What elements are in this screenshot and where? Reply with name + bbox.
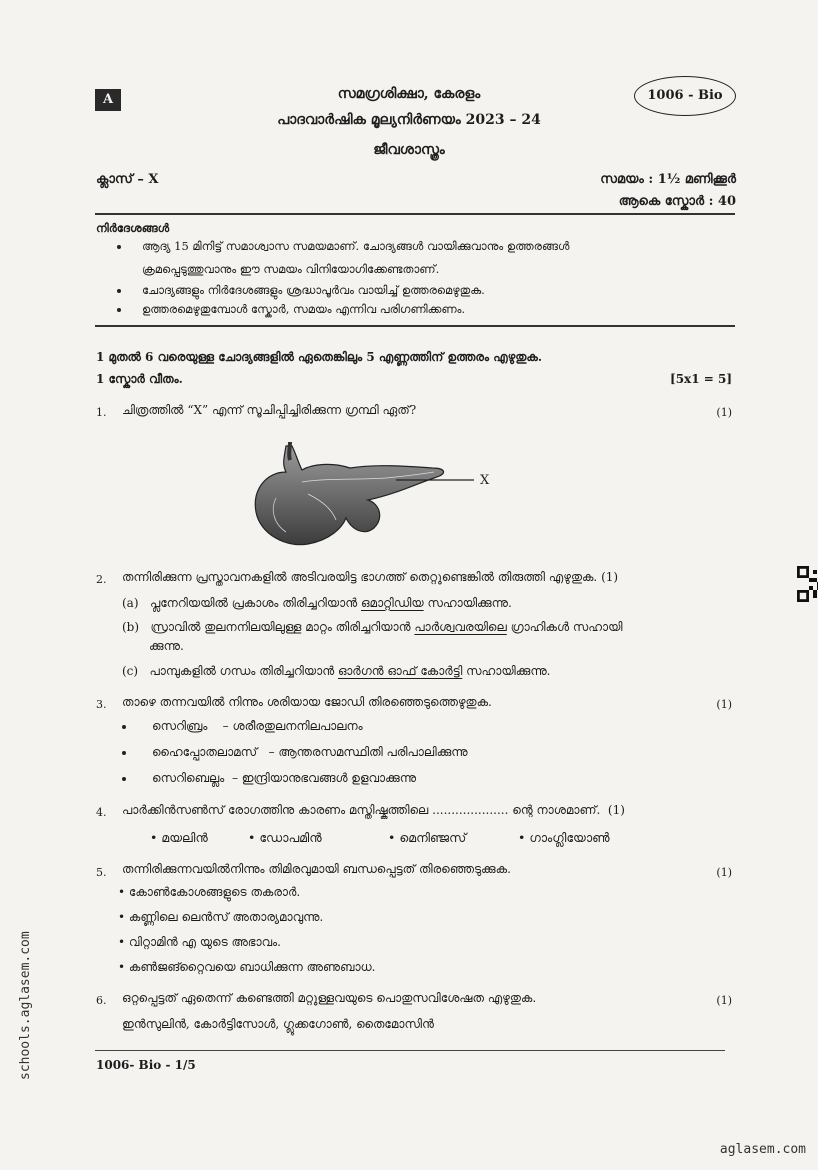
bullet xyxy=(117,245,121,249)
question-2-stem: തന്നിരിക്കുന്ന പ്രസ്താവനകളിൽ അടിവരയിട്ട ഭാഗത്ത് തെറ്റുണ്ടെങ്കിൽ തിരുത്തി എഴുതുക. xyxy=(122,570,598,584)
duct xyxy=(289,442,290,460)
bullet xyxy=(122,751,126,755)
question-4-mark: (1) xyxy=(607,803,625,817)
question-3-text: താഴെ തന്നവയിൽ നിന്നും ശരിയായ ജോഡി തിരഞ്ഞെടുത്തെഴുതുക. xyxy=(122,695,492,709)
q5-option: • കോൺകോശങ്ങളുടെ തകരാർ. xyxy=(118,885,301,899)
bullet xyxy=(122,777,126,781)
instructions-title: നിർദേശങ്ങൾ xyxy=(96,221,170,235)
question-5-mark: (1) xyxy=(716,866,732,879)
q2-option-b-cont: ക്കുന്നു. xyxy=(149,639,184,653)
instruction-1: ആദ്യ 15 മിനിട്ട് സമാശ്വാസ സമയമാണ്. ചോദ്യങ്ങൾ വായിക്കുവാനും ഉത്തരങ്ങൾ xyxy=(142,239,570,253)
qr-code-icon xyxy=(797,566,818,602)
question-3-mark: (1) xyxy=(716,698,732,711)
q4-option: • ഡോപമിൻ xyxy=(248,830,322,845)
q5-option: • വിറ്റാമിൻ എ യുടെ അഭാവം. xyxy=(118,935,281,949)
option-label: (b) xyxy=(122,620,140,634)
q5-option: • കൺജങ്റ്റൈവയെ ബാധിക്കുന്ന അണുബാധ. xyxy=(118,960,376,974)
question-number: 1. xyxy=(96,406,107,419)
option-text: സഹായിക്കുന്നു. xyxy=(423,596,512,610)
time-label: സമയം : 1½ മണിക്കൂർ xyxy=(600,172,736,187)
instruction-2: ചോദ്യങ്ങളും നിർദേശങ്ങളും ശ്രദ്ധാപൂർവം വായിച്ച് ഉത്തരമെഴുതുക. xyxy=(142,283,485,297)
footer-page-label: 1006- Bio - 1/5 xyxy=(96,1058,196,1072)
q4-option: • ഗാംഗ്ലിയോൺ xyxy=(518,830,610,845)
question-4-text xyxy=(122,803,625,818)
underlined-term: ഓർഗൻ ഓഫ് കോർട്ടി xyxy=(337,664,463,678)
question-2-text xyxy=(122,570,732,585)
question-number: 4. xyxy=(96,806,107,819)
instruction-3: ഉത്തരമെഴുതുമ്പോൾ സ്കോർ, സമയം എന്നിവ പരിഗണിക്കണം. xyxy=(142,302,466,316)
q3-pair-1: സെറിബ്രം – ശരീരതുലനനിലപാലനം xyxy=(152,719,363,733)
section-marks: [5x1 = 5] xyxy=(670,372,732,386)
paper-code: 1006 - Bio xyxy=(634,76,736,116)
set-label-badge: A xyxy=(95,89,121,111)
question-5-text: തന്നിരിക്കുന്നവയിൽനിന്നും തിമിരവുമായി ബന്ധപ്പെട്ടത് തിരഞ്ഞെടുക്കുക. xyxy=(122,862,511,876)
header-line2: പാദവാർഷിക മൂല്യനിർണയം 2023 – 24 xyxy=(277,112,541,128)
class-label: ക്ലാസ് – X xyxy=(96,172,159,187)
pancreas-diagram xyxy=(246,438,506,556)
question-number: 3. xyxy=(96,698,107,711)
question-6-list: ഇൻസുലിൻ, കോർട്ടിസോൾ, ഗ്ലൂക്കഗോൺ, തൈമോസിൻ xyxy=(122,1017,434,1031)
option-text: പാമ്പുകളിൽ ഗന്ധം തിരിച്ചറിയാൻ xyxy=(149,664,338,678)
option-text: ഗ്രാഹികൾ സഹായി xyxy=(506,620,623,634)
question-number: 6. xyxy=(96,994,107,1007)
q4-option: • മയലിൻ xyxy=(150,830,208,845)
corner-watermark: aglasem.com xyxy=(719,1142,806,1157)
option-text: സഹായിക്കുന്നു. xyxy=(462,664,551,678)
q5-option: • കണ്ണിലെ ലെൻസ് അതാര്യമാവുന്നു. xyxy=(118,910,324,924)
bullet xyxy=(117,308,121,312)
q3-pair-3: സെറിബെല്ലം – ഇന്ദ്രിയാനുഭവങ്ങൾ ഉളവാക്കുന്നു xyxy=(152,771,417,785)
bullet xyxy=(117,289,121,293)
header-line1: സമഗ്രശിക്ഷാ, കേരളം xyxy=(337,86,481,102)
side-watermark: schools.aglasem.com xyxy=(18,931,33,1080)
section-instruction: 1 മുതൽ 6 വരെയുള്ള ചോദ്യങ്ങളിൽ ഏതെങ്കിലും 5 എണ്ണത്തിന് ഉത്തരം എഴുതുക. xyxy=(96,350,542,364)
subject-title: ജീവശാസ്ത്രം xyxy=(373,142,445,158)
question-6-mark: (1) xyxy=(716,994,732,1007)
section-score: 1 സ്കോർ വീതം. xyxy=(96,372,183,386)
question-1-text: ചിത്രത്തിൽ “X” എന്ന് സൂചിപ്പിച്ചിരിക്കുന്ന ഗ്രന്ഥി ഏത്? xyxy=(122,403,417,417)
question-4-stem: പാർക്കിൻസൺസ് രോഗത്തിനു കാരണം മസ്തിഷ്കത്തിലെ .................... ന്റെ നാശമാണ്. xyxy=(122,803,601,817)
question-2-mark: (1) xyxy=(601,570,619,584)
option-label: (a) xyxy=(122,596,139,610)
instructions-rule xyxy=(95,325,735,327)
question-number: 2. xyxy=(96,573,107,586)
question-6-text: ഒറ്റപ്പെട്ടത് ഏതെന്ന് കണ്ടെത്തി മറ്റുള്ളവയുടെ പൊതുസവിശേഷത എഴുതുക. xyxy=(122,991,537,1005)
score-label: ആകെ സ്കോർ : 40 xyxy=(618,194,736,209)
q2-option-b xyxy=(122,620,622,635)
bullet xyxy=(122,725,126,729)
underlined-term: പാർശ്വവരയിലെ xyxy=(414,620,507,634)
option-label: (c) xyxy=(122,664,139,678)
option-text: സ്രാവിൽ തുലനനിലയിലുള്ള മാറ്റം തിരിച്ചറിയാൻ xyxy=(150,620,415,634)
q2-option-a xyxy=(122,596,512,611)
instruction-1-cont: ക്രമപ്പെടുത്തുവാനും ഈ സമയം വിനിയോഗിക്കേണ്ടതാണ്. xyxy=(142,262,440,276)
question-number: 5. xyxy=(96,866,107,879)
q4-option: • മെനിഞ്ജസ് xyxy=(388,830,467,845)
footer-rule xyxy=(95,1050,725,1051)
top-rule xyxy=(95,213,735,215)
pointer-label-x: X xyxy=(480,473,490,488)
question-1-mark: (1) xyxy=(716,406,732,419)
underlined-term: ഒമാറ്റിഡിയ xyxy=(360,596,424,610)
q3-pair-2: ഹൈപ്പോതലാമസ് – ആന്തരസമസ്ഥിതി പരിപാലിക്കുന്നു xyxy=(152,745,468,759)
option-text: പ്ലനേറിയയിൽ പ്രകാശം തിരിച്ചറിയാൻ xyxy=(149,596,361,610)
q2-option-c xyxy=(122,664,551,679)
